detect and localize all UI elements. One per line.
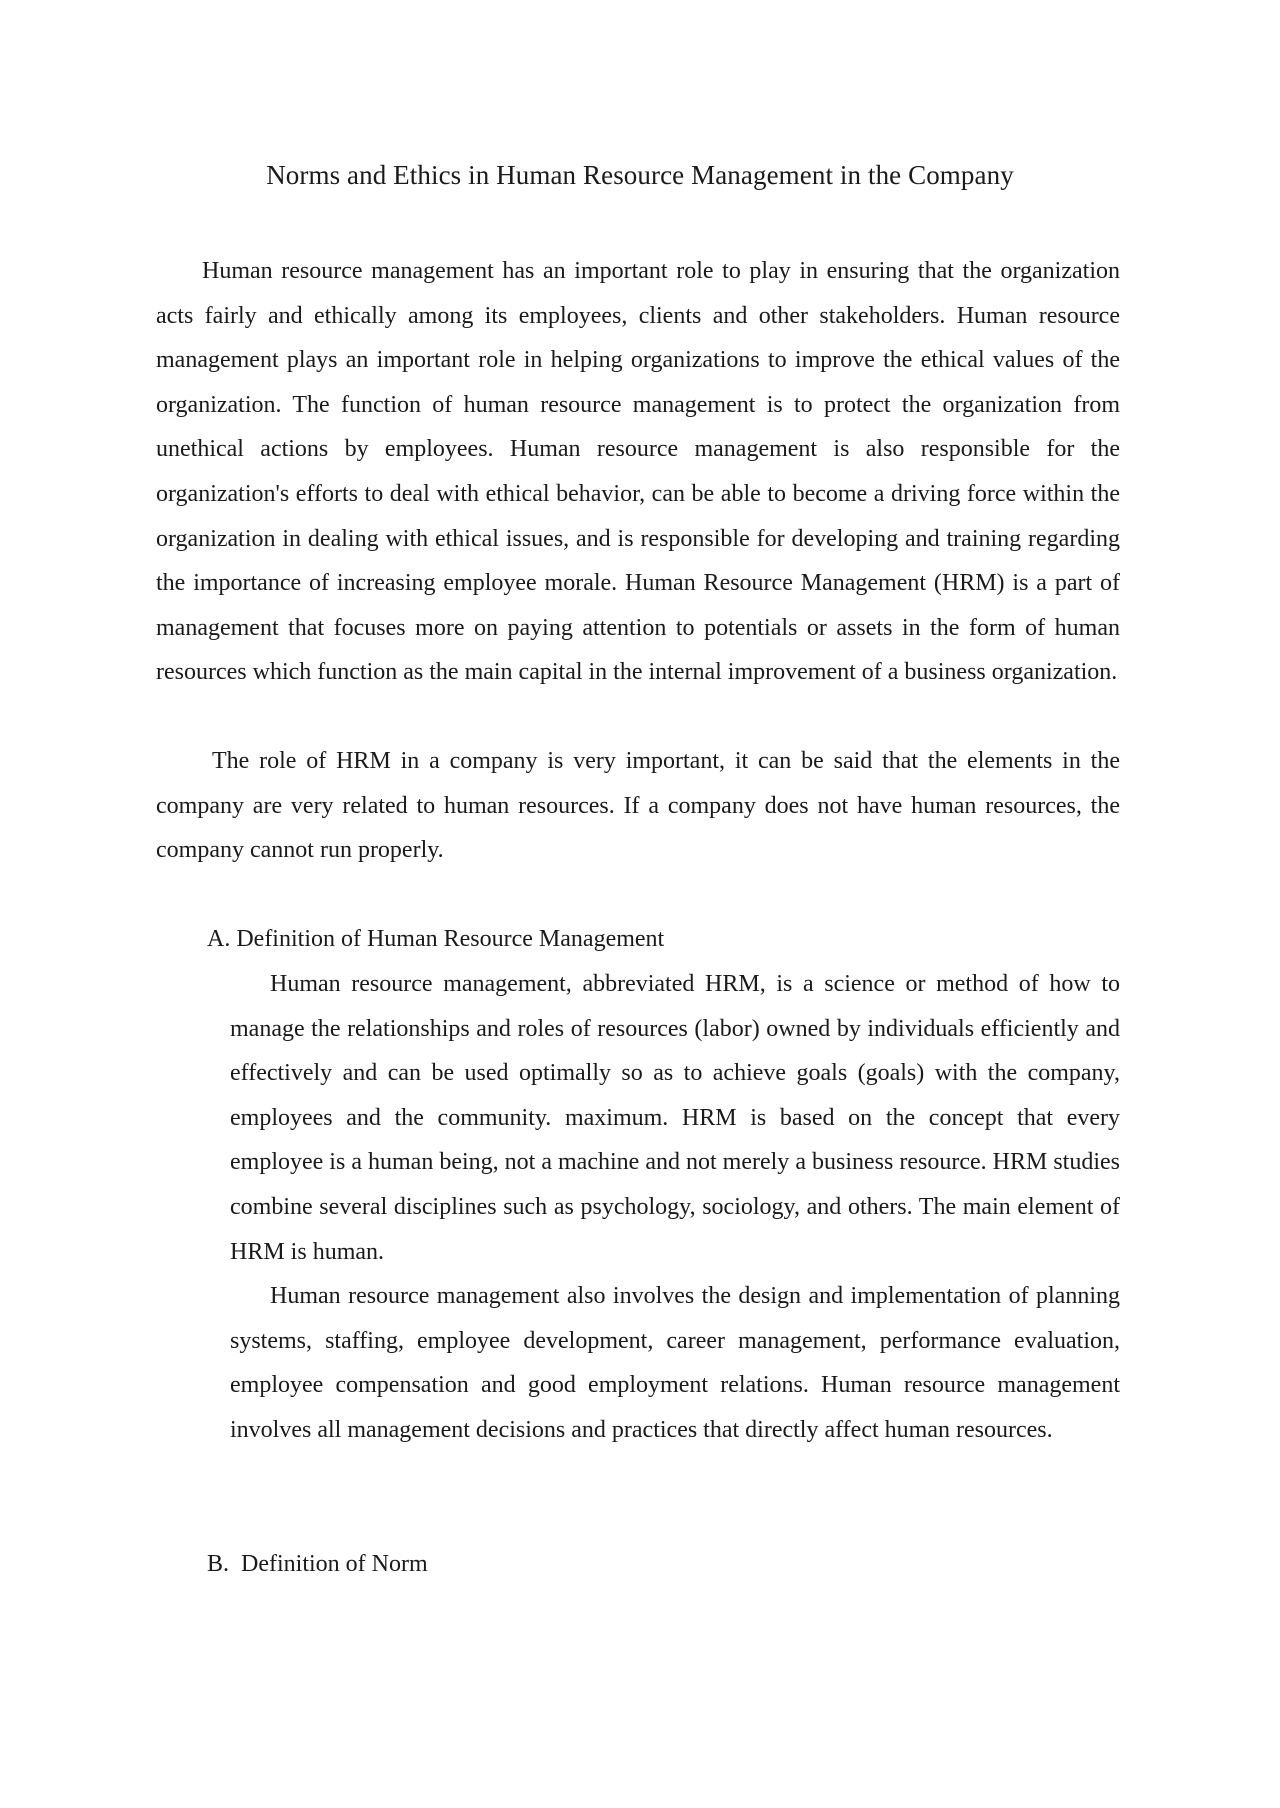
intro-paragraph-2: The role of HRM in a company is very important, it can be said that the elements in the company are very related to human resources. If a company does not have human resources, the company cannot run properly. — [156, 748, 1120, 864]
section-a-paragraph-2: Human resource management also involves the design and implementation of planning systems, staffing, employee development, career management, performance evaluation, employee compensation and good employment relations. Human resource management involves all management decisions and practices that directly affect human resources. — [230, 1283, 1120, 1443]
document-title: Norms and Ethics in Human Resource Management in the Company — [266, 160, 1014, 190]
intro-paragraph-1: Human resource management has an important role to play in ensuring that the organization acts fairly and ethically among its employees, clients and other stakeholders. Human resource management plays an important role in helping organizations to improve the ethical values of the organization. The function of human resource management is to protect the organization from unethical actions by employees. Human resource management is also responsible for the organization's efforts to deal with ethical behavior, can be able to become a driving force within the organization in dealing with ethical issues, and is responsible for developing and training regarding the importance of increasing employee morale. Human Resource Management (HRM) is a part of management that focuses more on paying attention to potentials or assets in the form of human resources which function as the main capital in the internal improvement of a business organization. — [156, 258, 1120, 686]
section-a-paragraph-1: Human resource management, abbreviated HRM, is a science or method of how to manage the relationships and roles of resources (labor) owned by individuals efficiently and effectively and can be used optimally so as to achieve goals (goals) with the company, employees and the community. maximum. HRM is based on the concept that every employee is a human being, not a machine and not merely a business resource. HRM studies combine several disciplines such as psychology, sociology, and others. The main element of HRM is human. — [230, 971, 1120, 1265]
section-heading-a: A. Definition of Human Resource Management — [207, 926, 665, 952]
section-heading-b: B. Definition of Norm — [207, 1551, 428, 1577]
